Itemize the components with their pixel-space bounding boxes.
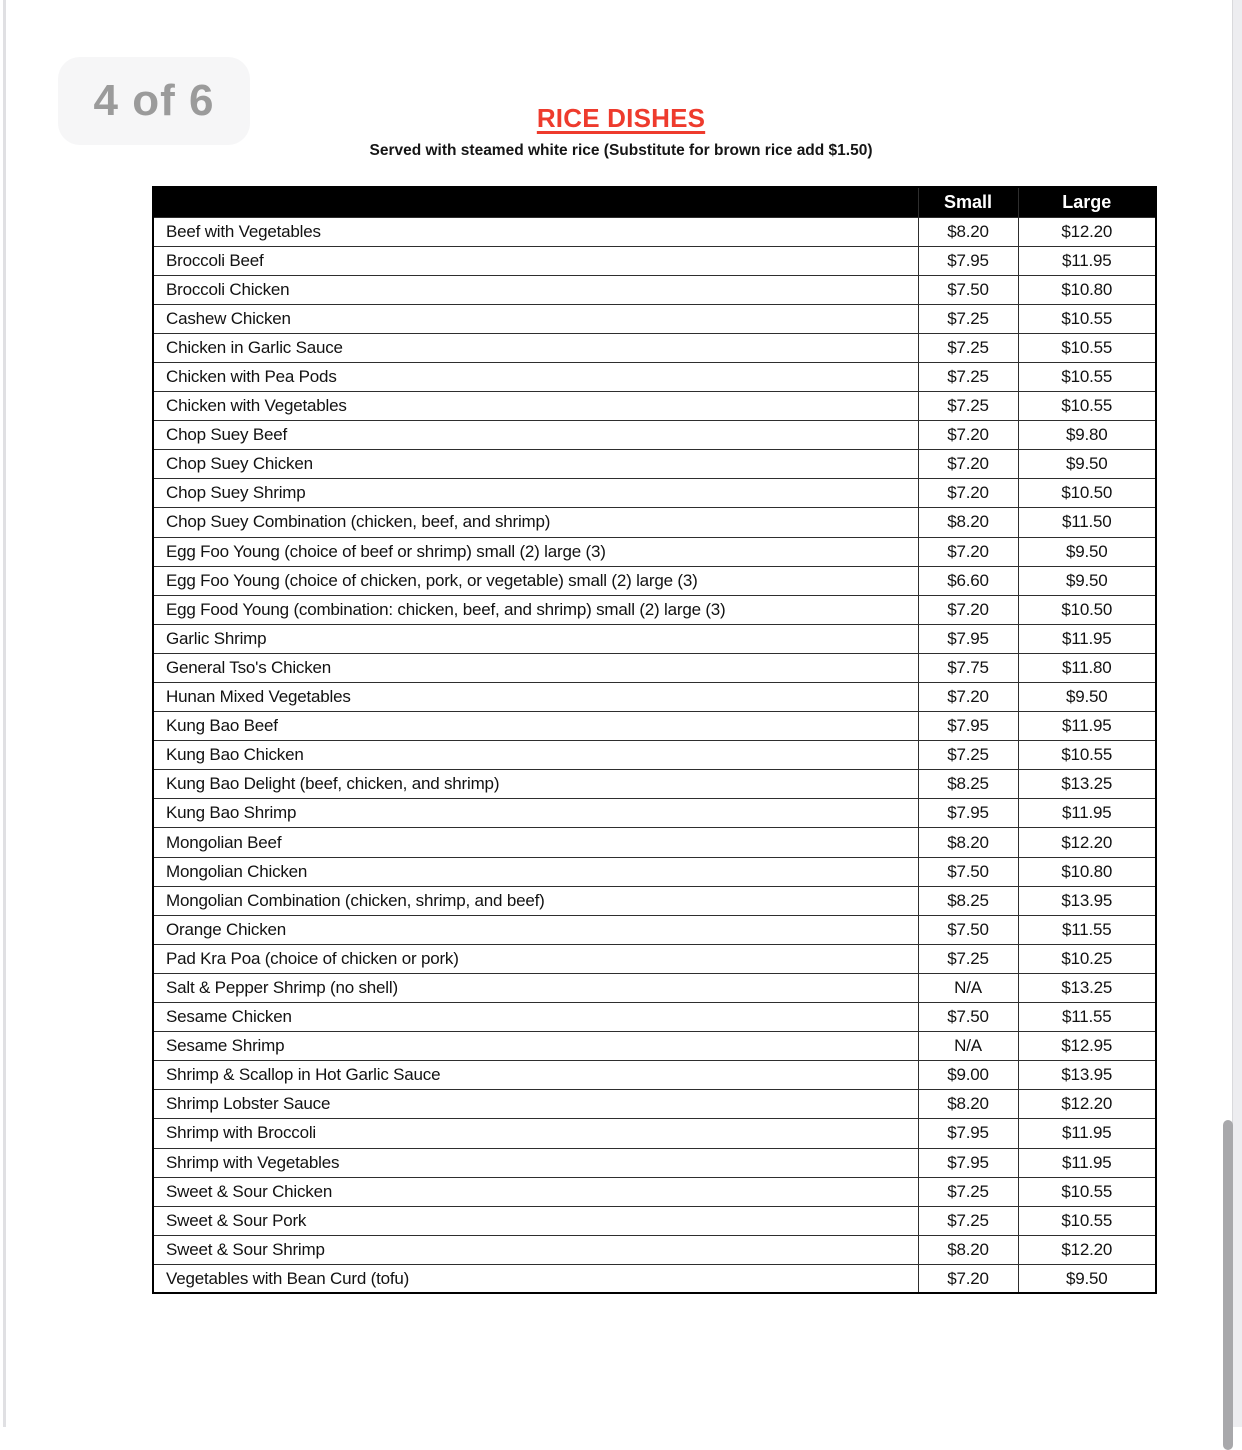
menu-table-body bbox=[153, 217, 1156, 1293]
price-large-cell: $10.55 bbox=[1018, 333, 1156, 362]
table-row bbox=[153, 1003, 1156, 1032]
price-small-cell: $7.95 bbox=[918, 1119, 1018, 1148]
dish-name-cell: Cashew Chicken bbox=[153, 304, 918, 333]
price-small-cell: $7.25 bbox=[918, 1177, 1018, 1206]
dish-name-cell: Egg Food Young (combination: chicken, beef, and shrimp) small (2) large (3) bbox=[153, 595, 918, 624]
price-large-cell: $12.20 bbox=[1018, 217, 1156, 246]
table-row bbox=[153, 566, 1156, 595]
price-small-cell: $8.25 bbox=[918, 770, 1018, 799]
table-row bbox=[153, 1090, 1156, 1119]
table-row bbox=[153, 1235, 1156, 1264]
table-row bbox=[153, 304, 1156, 333]
table-row bbox=[153, 653, 1156, 682]
price-large-cell: $10.55 bbox=[1018, 392, 1156, 421]
price-large-cell: $10.50 bbox=[1018, 595, 1156, 624]
price-small-cell: $7.20 bbox=[918, 1264, 1018, 1293]
table-row bbox=[153, 857, 1156, 886]
section-subtitle: Served with steamed white rice (Substitute for brown rice add $1.50) bbox=[369, 142, 873, 159]
dish-name-cell: Sesame Shrimp bbox=[153, 1032, 918, 1061]
dish-name-cell: Mongolian Chicken bbox=[153, 857, 918, 886]
dish-name-cell: General Tso's Chicken bbox=[153, 653, 918, 682]
dish-name-cell: Broccoli Beef bbox=[153, 246, 918, 275]
price-large-cell: $9.50 bbox=[1018, 1264, 1156, 1293]
table-row bbox=[153, 770, 1156, 799]
header-row bbox=[153, 187, 1156, 217]
table-row bbox=[153, 1119, 1156, 1148]
dish-name-cell: Sesame Chicken bbox=[153, 1003, 918, 1032]
price-small-cell: $9.00 bbox=[918, 1061, 1018, 1090]
price-small-cell: $7.25 bbox=[918, 304, 1018, 333]
dish-name-cell: Chicken with Pea Pods bbox=[153, 362, 918, 391]
table-row bbox=[153, 595, 1156, 624]
price-large-cell: $10.55 bbox=[1018, 362, 1156, 391]
table-row bbox=[153, 217, 1156, 246]
price-small-cell: $7.95 bbox=[918, 712, 1018, 741]
price-small-cell: $6.60 bbox=[918, 566, 1018, 595]
price-small-cell: $7.25 bbox=[918, 944, 1018, 973]
price-small-cell: $7.25 bbox=[918, 333, 1018, 362]
price-small-cell: $7.25 bbox=[918, 392, 1018, 421]
dish-name-cell: Chicken with Vegetables bbox=[153, 392, 918, 421]
scrollbar-track[interactable] bbox=[1232, 0, 1242, 1427]
price-small-cell: $7.50 bbox=[918, 857, 1018, 886]
table-row bbox=[153, 1206, 1156, 1235]
dish-name-cell: Sweet & Sour Shrimp bbox=[153, 1235, 918, 1264]
dish-name-cell: Egg Foo Young (choice of chicken, pork, or vegetable) small (2) large (3) bbox=[153, 566, 918, 595]
price-small-cell: $7.20 bbox=[918, 683, 1018, 712]
price-large-cell: $11.95 bbox=[1018, 1148, 1156, 1177]
price-small-cell: $7.75 bbox=[918, 653, 1018, 682]
price-large-cell: $10.55 bbox=[1018, 1177, 1156, 1206]
price-small-cell: $8.25 bbox=[918, 886, 1018, 915]
price-small-cell: $7.20 bbox=[918, 450, 1018, 479]
viewer-left-border bbox=[3, 0, 6, 1427]
dish-name-cell: Chop Suey Shrimp bbox=[153, 479, 918, 508]
price-large-cell: $9.50 bbox=[1018, 450, 1156, 479]
price-large-cell: $9.50 bbox=[1018, 683, 1156, 712]
dish-name-cell: Chicken in Garlic Sauce bbox=[153, 333, 918, 362]
price-large-cell: $11.95 bbox=[1018, 799, 1156, 828]
dish-name-cell: Shrimp with Broccoli bbox=[153, 1119, 918, 1148]
dish-name-cell: Kung Bao Shrimp bbox=[153, 799, 918, 828]
price-large-cell: $13.95 bbox=[1018, 886, 1156, 915]
price-small-cell: $7.20 bbox=[918, 479, 1018, 508]
price-large-cell: $10.50 bbox=[1018, 479, 1156, 508]
price-large-cell: $11.50 bbox=[1018, 508, 1156, 537]
price-large-cell: $11.95 bbox=[1018, 624, 1156, 653]
price-large-cell: $11.55 bbox=[1018, 915, 1156, 944]
dish-name-cell: Beef with Vegetables bbox=[153, 217, 918, 246]
price-small-cell: N/A bbox=[918, 1032, 1018, 1061]
table-row bbox=[153, 712, 1156, 741]
dish-name-cell: Pad Kra Poa (choice of chicken or pork) bbox=[153, 944, 918, 973]
dish-column-header bbox=[153, 187, 918, 217]
dish-name-cell: Orange Chicken bbox=[153, 915, 918, 944]
table-row bbox=[153, 1177, 1156, 1206]
large-column-header: Large bbox=[1018, 187, 1156, 217]
dish-name-cell: Sweet & Sour Pork bbox=[153, 1206, 918, 1235]
table-row bbox=[153, 624, 1156, 653]
scrollbar-thumb[interactable] bbox=[1223, 1120, 1233, 1450]
table-row bbox=[153, 683, 1156, 712]
price-large-cell: $9.50 bbox=[1018, 566, 1156, 595]
dish-name-cell: Chop Suey Beef bbox=[153, 421, 918, 450]
dish-name-cell: Kung Bao Beef bbox=[153, 712, 918, 741]
table-row bbox=[153, 741, 1156, 770]
table-row bbox=[153, 828, 1156, 857]
dish-name-cell: Egg Foo Young (choice of beef or shrimp) small (2) large (3) bbox=[153, 537, 918, 566]
price-large-cell: $11.95 bbox=[1018, 712, 1156, 741]
dish-name-cell: Hunan Mixed Vegetables bbox=[153, 683, 918, 712]
dish-name-cell: Shrimp Lobster Sauce bbox=[153, 1090, 918, 1119]
table-row bbox=[153, 246, 1156, 275]
table-row bbox=[153, 1032, 1156, 1061]
price-large-cell: $11.55 bbox=[1018, 1003, 1156, 1032]
dish-name-cell: Vegetables with Bean Curd (tofu) bbox=[153, 1264, 918, 1293]
table-row bbox=[153, 886, 1156, 915]
table-row bbox=[153, 973, 1156, 1002]
price-large-cell: $13.25 bbox=[1018, 973, 1156, 1002]
dish-name-cell: Broccoli Chicken bbox=[153, 275, 918, 304]
table-row bbox=[153, 1264, 1156, 1293]
dish-name-cell: Salt & Pepper Shrimp (no shell) bbox=[153, 973, 918, 1002]
section-title: RICE DISHES bbox=[536, 103, 706, 133]
dish-name-cell: Kung Bao Delight (beef, chicken, and shrimp) bbox=[153, 770, 918, 799]
price-small-cell: $7.25 bbox=[918, 1206, 1018, 1235]
price-small-cell: $8.20 bbox=[918, 828, 1018, 857]
dish-name-cell: Chop Suey Combination (chicken, beef, and shrimp) bbox=[153, 508, 918, 537]
table-row bbox=[153, 944, 1156, 973]
price-large-cell: $10.55 bbox=[1018, 741, 1156, 770]
table-row bbox=[153, 508, 1156, 537]
table-row bbox=[153, 450, 1156, 479]
price-small-cell: $7.20 bbox=[918, 595, 1018, 624]
price-large-cell: $10.25 bbox=[1018, 944, 1156, 973]
table-row bbox=[153, 799, 1156, 828]
price-large-cell: $10.80 bbox=[1018, 275, 1156, 304]
price-small-cell: $7.20 bbox=[918, 537, 1018, 566]
menu-price-table bbox=[152, 186, 1157, 1294]
dish-name-cell: Sweet & Sour Chicken bbox=[153, 1177, 918, 1206]
price-small-cell: $7.50 bbox=[918, 1003, 1018, 1032]
dish-name-cell: Shrimp & Scallop in Hot Garlic Sauce bbox=[153, 1061, 918, 1090]
price-large-cell: $12.20 bbox=[1018, 828, 1156, 857]
dish-name-cell: Garlic Shrimp bbox=[153, 624, 918, 653]
price-small-cell: $8.20 bbox=[918, 1090, 1018, 1119]
price-large-cell: $10.80 bbox=[1018, 857, 1156, 886]
price-small-cell: $7.25 bbox=[918, 741, 1018, 770]
dish-name-cell: Mongolian Beef bbox=[153, 828, 918, 857]
table-row bbox=[153, 362, 1156, 391]
price-small-cell: $8.20 bbox=[918, 1235, 1018, 1264]
price-small-cell: $7.50 bbox=[918, 275, 1018, 304]
price-small-cell: N/A bbox=[918, 973, 1018, 1002]
price-large-cell: $10.55 bbox=[1018, 1206, 1156, 1235]
dish-name-cell: Kung Bao Chicken bbox=[153, 741, 918, 770]
document-header bbox=[0, 103, 1242, 160]
table-row bbox=[153, 421, 1156, 450]
price-large-cell: $12.20 bbox=[1018, 1235, 1156, 1264]
price-large-cell: $11.80 bbox=[1018, 653, 1156, 682]
price-small-cell: $7.95 bbox=[918, 624, 1018, 653]
price-large-cell: $12.95 bbox=[1018, 1032, 1156, 1061]
menu-table-header bbox=[153, 187, 1156, 217]
page-indicator-label: 4 of 6 bbox=[93, 76, 215, 125]
price-small-cell: $7.20 bbox=[918, 421, 1018, 450]
table-row bbox=[153, 333, 1156, 362]
price-small-cell: $7.95 bbox=[918, 246, 1018, 275]
dish-name-cell: Shrimp with Vegetables bbox=[153, 1148, 918, 1177]
table-row bbox=[153, 479, 1156, 508]
price-large-cell: $9.80 bbox=[1018, 421, 1156, 450]
dish-name-cell: Chop Suey Chicken bbox=[153, 450, 918, 479]
table-row bbox=[153, 392, 1156, 421]
price-large-cell: $13.25 bbox=[1018, 770, 1156, 799]
dish-name-cell: Mongolian Combination (chicken, shrimp, and beef) bbox=[153, 886, 918, 915]
price-small-cell: $7.25 bbox=[918, 362, 1018, 391]
table-row bbox=[153, 1061, 1156, 1090]
price-large-cell: $11.95 bbox=[1018, 1119, 1156, 1148]
price-small-cell: $7.95 bbox=[918, 799, 1018, 828]
price-large-cell: $11.95 bbox=[1018, 246, 1156, 275]
price-large-cell: $12.20 bbox=[1018, 1090, 1156, 1119]
table-row bbox=[153, 275, 1156, 304]
price-small-cell: $8.20 bbox=[918, 217, 1018, 246]
table-row bbox=[153, 537, 1156, 566]
price-small-cell: $7.50 bbox=[918, 915, 1018, 944]
small-column-header: Small bbox=[918, 187, 1018, 217]
price-small-cell: $7.95 bbox=[918, 1148, 1018, 1177]
table-row bbox=[153, 1148, 1156, 1177]
price-large-cell: $10.55 bbox=[1018, 304, 1156, 333]
table-row bbox=[153, 915, 1156, 944]
price-large-cell: $13.95 bbox=[1018, 1061, 1156, 1090]
price-small-cell: $8.20 bbox=[918, 508, 1018, 537]
price-large-cell: $9.50 bbox=[1018, 537, 1156, 566]
